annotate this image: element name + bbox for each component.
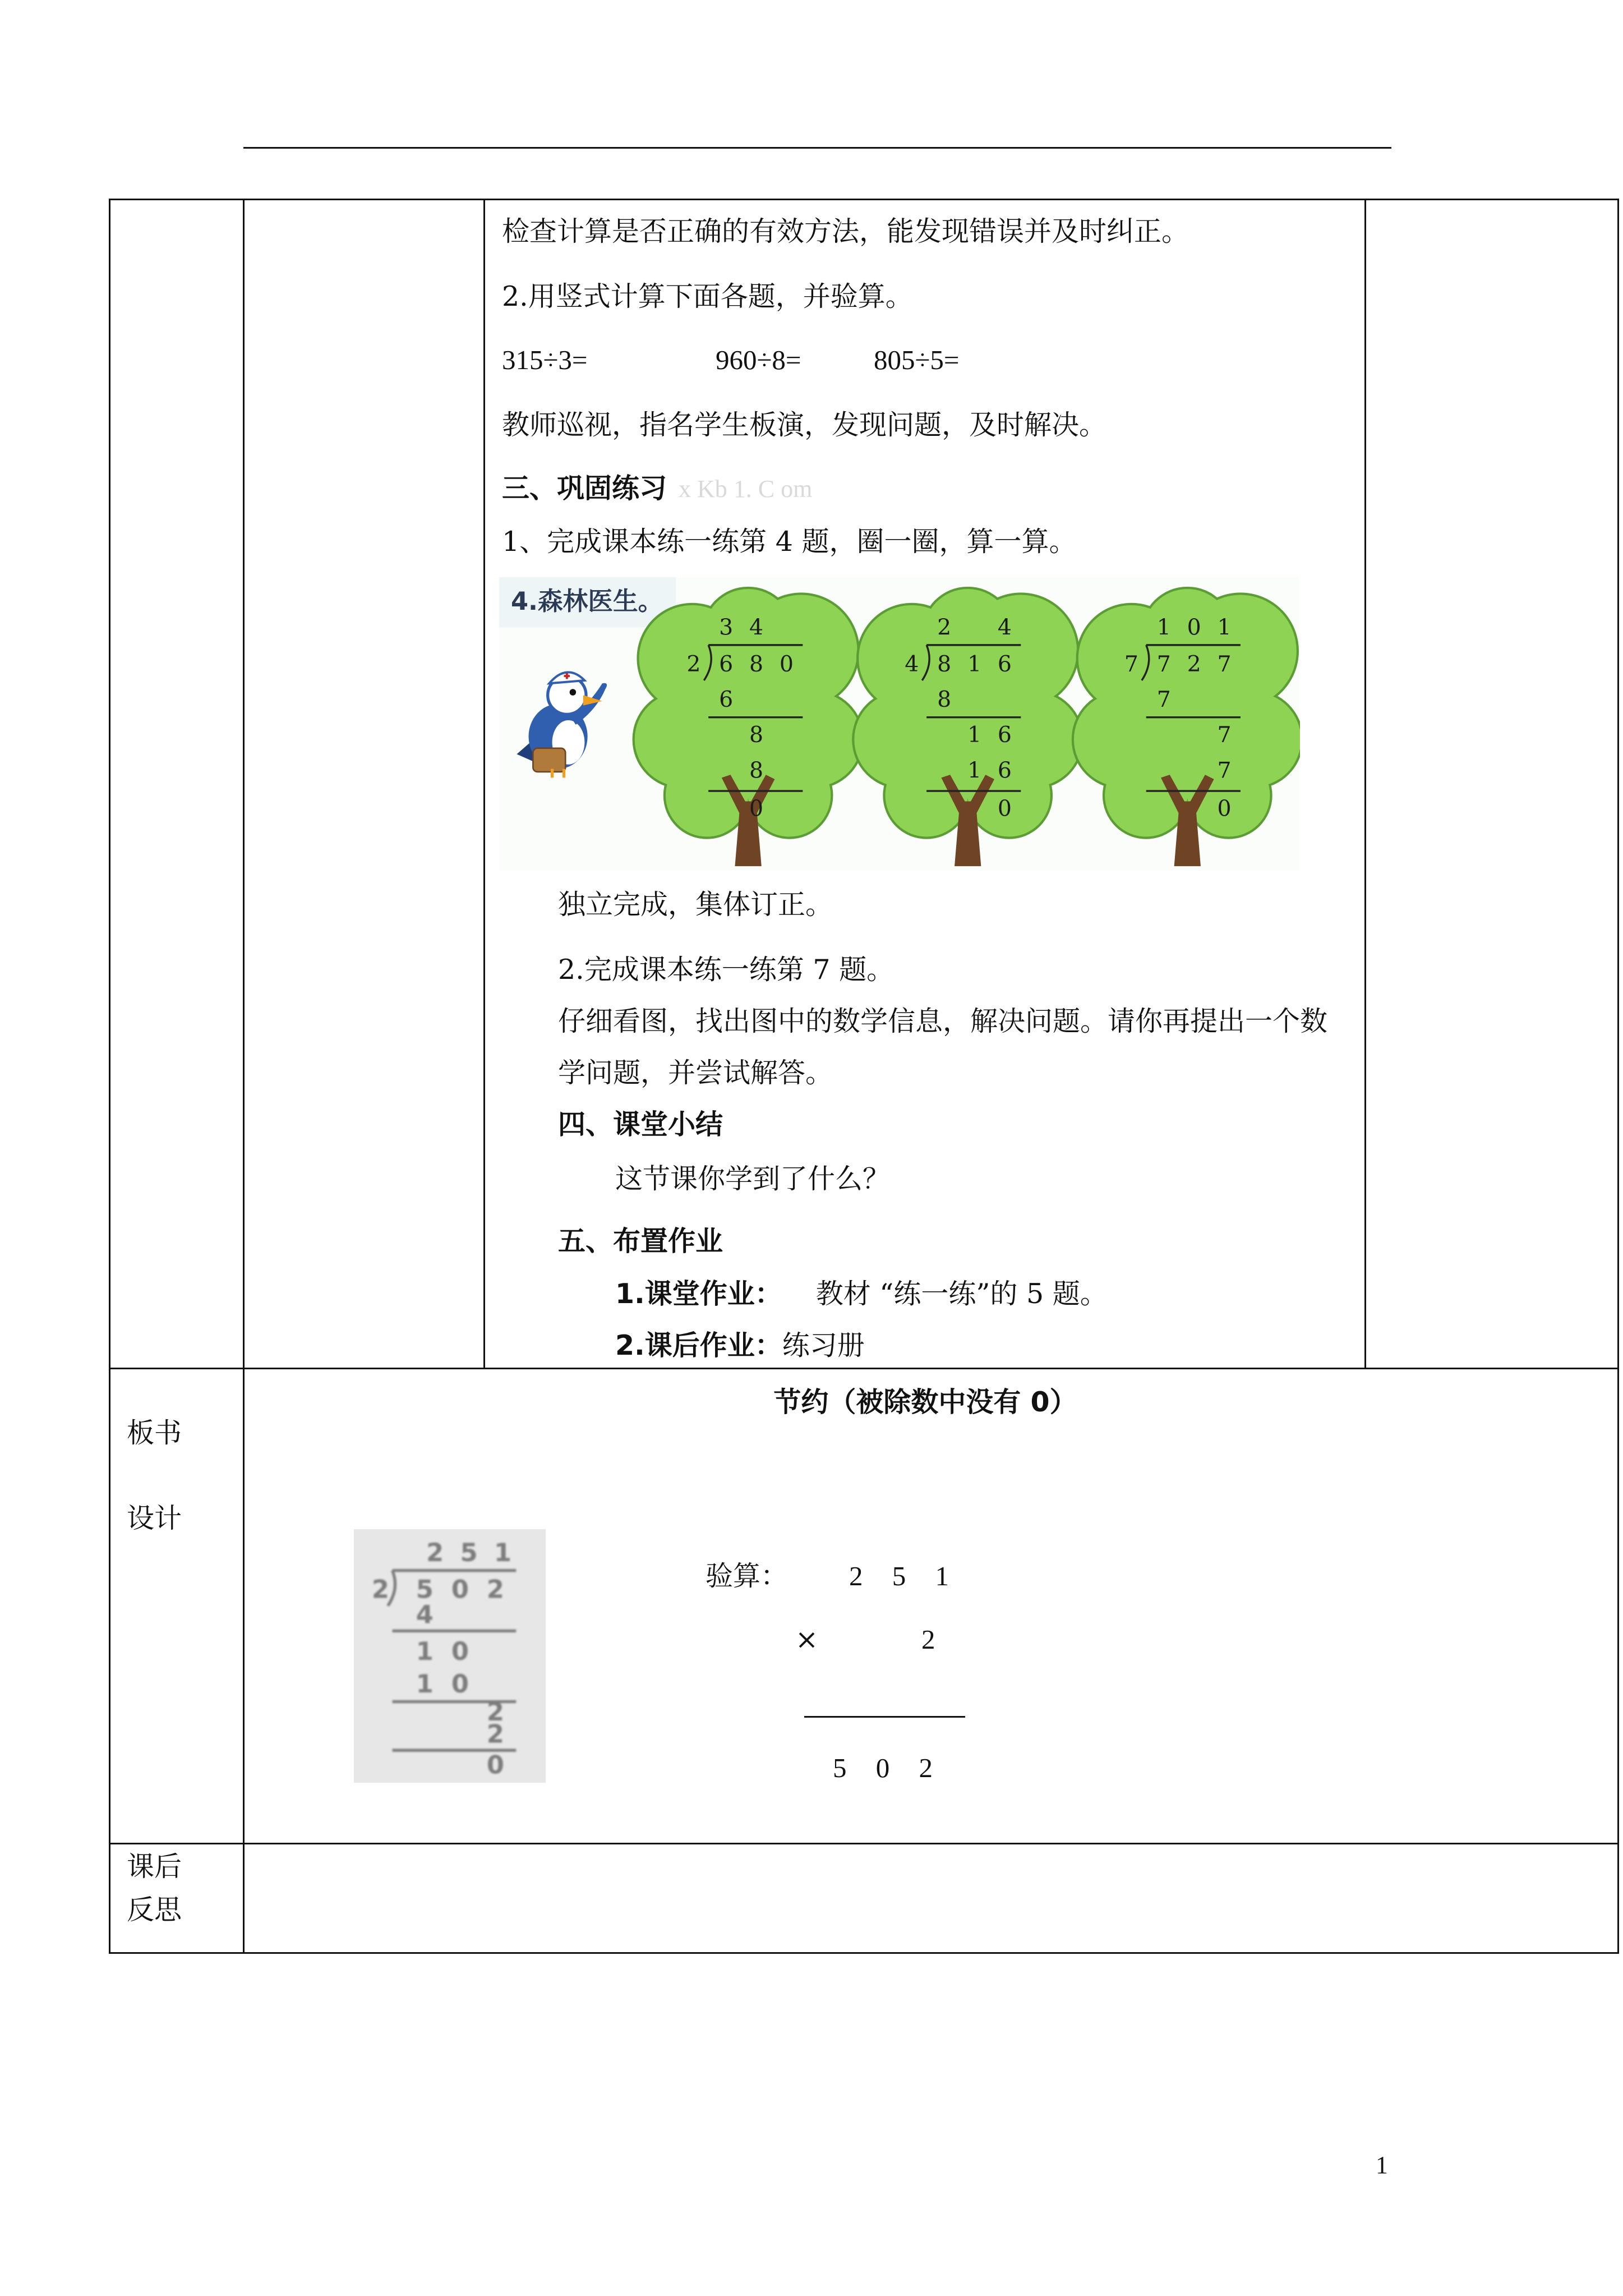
step-digit: 0 (997, 795, 1012, 822)
step-digit: 0 (486, 1750, 505, 1780)
section-heading-practice: 三、巩固练习 (502, 472, 667, 504)
column-divider-1 (243, 199, 245, 1954)
paragraph-teacher-patrol: 教师巡视，指名学生板演，发现问题，及时解决。 (502, 409, 1107, 441)
row-label-board-line1: 板书 (127, 1417, 182, 1449)
paragraph-check-method: 检查计算是否正确的有效方法，能发现错误并及时纠正。 (502, 215, 1189, 247)
dividend-digit: 0 (779, 651, 794, 678)
dividend-digit: 8 (749, 651, 764, 678)
header-rule (243, 147, 1391, 149)
quotient-digit: 3 (719, 614, 734, 641)
handwritten-division-image (354, 1529, 546, 1783)
dividend-digit: 2 (1187, 651, 1201, 678)
divisor-digit: 7 (1124, 651, 1138, 678)
quotient-digit: 2 (937, 614, 952, 641)
dividend-digit: 0 (451, 1575, 469, 1604)
step-digit: 2 (486, 1719, 505, 1749)
column-divider-3 (1364, 199, 1366, 1369)
step-digit: 6 (719, 687, 734, 713)
quotient-digit: 1 (1217, 614, 1232, 641)
paragraph-exercise-7: 2.完成课本练一练第 7 题。 (558, 954, 895, 986)
row-label-reflection-line2: 反思 (127, 1894, 182, 1926)
dividend-digit: 6 (719, 651, 734, 678)
quotient-digit: 5 (460, 1538, 478, 1568)
table-left-border (109, 199, 110, 1954)
step-digit: 0 (451, 1669, 469, 1699)
bird-eye (570, 689, 577, 696)
table-bottom-border (109, 1952, 1619, 1954)
paragraph-correct-together: 独立完成，集体订正。 (558, 889, 833, 921)
quotient-digit: 4 (997, 614, 1012, 641)
homework-item-class (615, 1280, 1108, 1308)
quotient-digit: 2 (426, 1538, 444, 1568)
step-digit: 1 (416, 1669, 434, 1699)
step-digit: 8 (749, 757, 764, 784)
exercise-item: 960÷8= (716, 344, 801, 375)
step-digit: 0 (1217, 795, 1232, 822)
divisor-digit: 2 (686, 651, 701, 678)
page-number: 1 (1376, 2151, 1388, 2179)
handwritten-division-svg (354, 1529, 546, 1783)
trees-group (633, 587, 1300, 866)
board-title: 节约（被除数中没有 0） (773, 1386, 1077, 1418)
step-digit: 7 (1217, 722, 1232, 748)
step-digit: 8 (937, 687, 952, 713)
check-multiplicand: 2 5 1 (849, 1561, 949, 1591)
check-label: 验算： (706, 1560, 789, 1592)
homework-item-after-class (615, 1329, 865, 1361)
step-digit: 1 (967, 757, 982, 784)
check-multiplier: 2 (921, 1624, 935, 1655)
exercise-item: 315÷3= (502, 344, 588, 375)
homework-text: 练习册 (782, 1329, 865, 1361)
paragraph-summary-question: 这节课你学到了什么？ (615, 1163, 891, 1195)
homework-label: 1.课堂作业： (615, 1278, 782, 1310)
divisor-digit: 2 (371, 1575, 390, 1604)
section-heading-homework: 五、布置作业 (558, 1225, 723, 1257)
quotient-digit: 4 (749, 614, 764, 641)
step-digit: 6 (997, 722, 1012, 748)
exercise-item: 805÷5= (874, 344, 960, 375)
paragraph-vertical-calc: 2.用竖式计算下面各题，并验算。 (502, 280, 913, 312)
step-digit: 4 (416, 1600, 434, 1630)
dividend-digit: 5 (416, 1575, 434, 1604)
handwritten-long-division (372, 1538, 516, 1779)
homework-text: 教材 “练一练”的 5 题。 (815, 1278, 1108, 1310)
step-digit: 8 (749, 722, 764, 748)
check-product: 5 0 2 (833, 1752, 933, 1783)
check-product-rule (804, 1716, 965, 1718)
quotient-digit: 1 (1156, 614, 1171, 641)
watermark-text: x Kb 1. C om (679, 475, 813, 503)
row-divider-lesson (109, 1368, 1619, 1369)
quotient-digit: 0 (1187, 614, 1201, 641)
paragraph-observe-line1: 仔细看图，找出图中的数学信息，解决问题。请你再提出一个数 (558, 1005, 1328, 1037)
dividend-digit: 6 (997, 651, 1012, 678)
step-digit: 0 (749, 795, 764, 822)
row-label-board-line2: 设计 (127, 1502, 182, 1534)
column-divider-2 (483, 199, 485, 1369)
section-heading-summary: 四、课堂小结 (558, 1108, 723, 1140)
dividend-digit: 7 (1217, 651, 1232, 678)
divisor-digit: 4 (905, 651, 919, 678)
homework-label: 2.课后作业： (615, 1329, 782, 1361)
doctor-bag (533, 748, 565, 772)
dividend-digit: 8 (937, 651, 952, 678)
dividend-digit: 7 (1156, 651, 1171, 678)
step-digit: 7 (1156, 687, 1171, 713)
step-digit: 1 (967, 722, 982, 748)
paragraph-exercise-4: 1、完成课本练一练第 4 题，圈一圈，算一算。 (502, 526, 1077, 558)
row-label-reflection-line1: 课后 (127, 1851, 182, 1883)
step-digit: 2 (486, 1697, 505, 1727)
row-divider-board (109, 1843, 1619, 1844)
multiply-sign: × (795, 1623, 819, 1655)
dividend-digit: 2 (486, 1575, 505, 1604)
dividend-digit: 1 (967, 651, 982, 678)
table-top-border (109, 199, 1619, 200)
quotient-digit: 1 (494, 1538, 512, 1568)
forest-doctor-figure (499, 577, 1300, 871)
table-right-border (1617, 199, 1619, 1954)
step-digit: 1 (416, 1637, 434, 1667)
figure-title: 4.森林医生。 (510, 586, 663, 616)
step-digit: 7 (1217, 757, 1232, 784)
paragraph-observe-line2: 学问题，并尝试解答。 (558, 1057, 833, 1089)
step-digit: 0 (451, 1637, 469, 1667)
step-digit: 6 (997, 757, 1012, 784)
